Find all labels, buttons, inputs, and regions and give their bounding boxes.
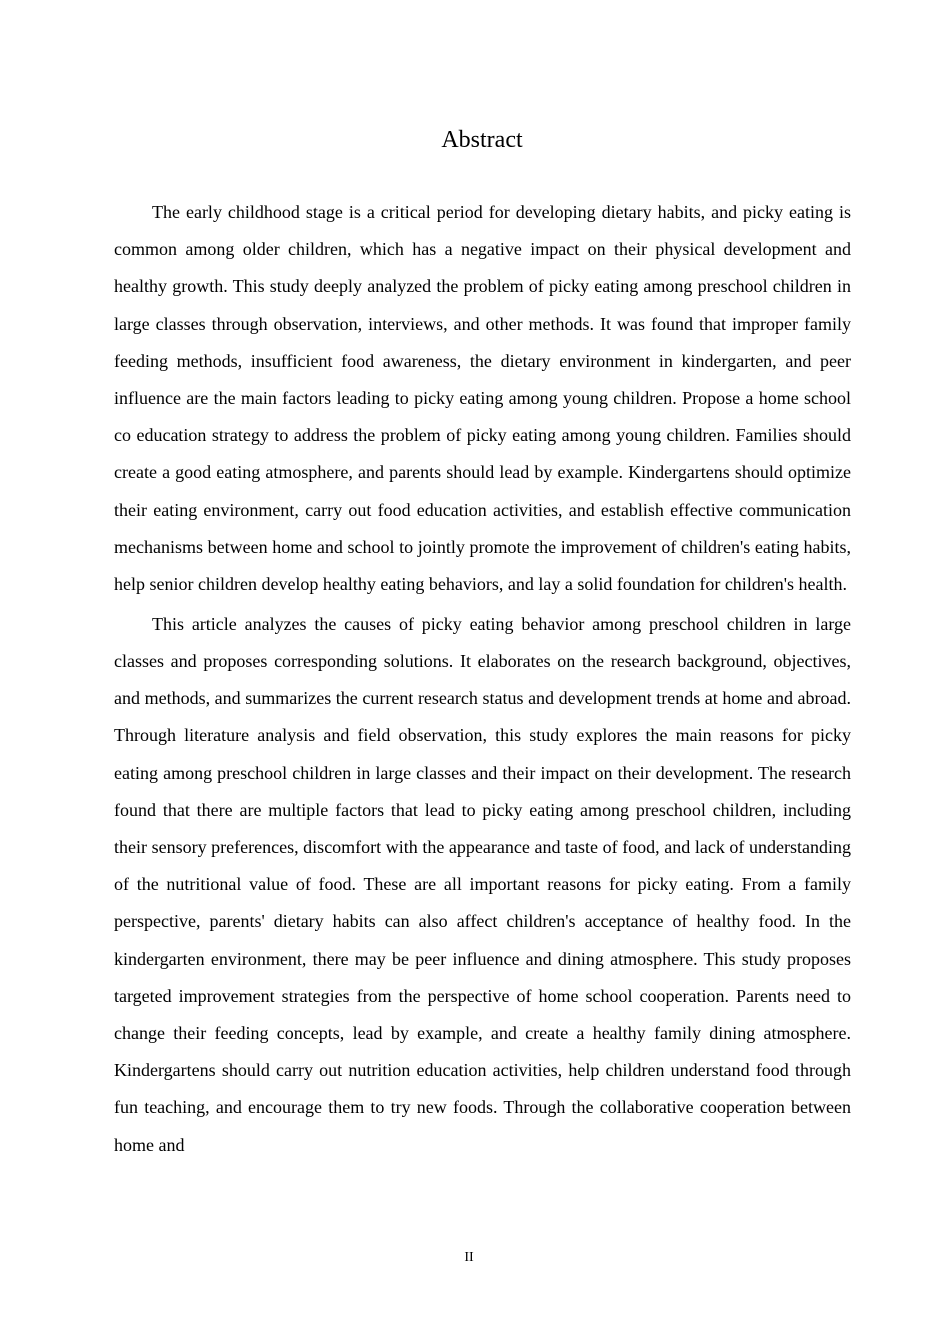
abstract-paragraph-2: This article analyzes the causes of picky eating behavior among preschool children in large classes and proposes corresponding solutions. It elaborates on the research background, objectives, and methods, and summarizes the current research status and development trends at home and abroad. Through literature analysis and field observation, this study explores the main reasons for picky eating among preschool children in large classes and their impact on their development. The research found that there are multiple factors that lead to picky eating among preschool children, including their sensory preferences, discomfort with the appearance and taste of food, and lack of understanding of the nutritional value of food. These are all important reasons for picky eating. From a family perspective, parents' dietary habits can also affect children's acceptance of healthy food. In the kindergarten environment, there may be peer influence and dining atmosphere. This study proposes targeted improvement strategies from the perspective of home school cooperation. Parents need to change their feeding concepts, lead by example, and create a healthy family dining atmosphere. Kindergartens should carry out nutrition education activities, help children understand food through fun teaching, and encourage them to try new foods. Through the collaborative cooperation between home and [114, 613, 851, 1155]
page-title: Abstract [441, 127, 523, 153]
abstract-paragraph-1: The early childhood stage is a critical period for developing dietary habits, and picky eating is common among older children, which has a negative impact on their physical development and healthy growth. This study deeply analyzed the problem of picky eating among preschool children in large classes through observation, interviews, and other methods. It was found that improper family feeding methods, insufficient food awareness, the dietary environment in kindergarten, and peer influence are the main factors leading to picky eating among young children. Propose a home school co education strategy to address the problem of picky eating among young children. Families should create a good eating atmosphere, and parents should lead by example. Kindergartens should optimize their eating environment, carry out food education activities, and establish effective communication mechanisms between home and school to jointly promote the improvement of children's eating habits, help senior children develop healthy eating behaviors, and lay a solid foundation for children's health. [114, 202, 851, 595]
abstract-body [114, 194, 851, 1164]
page-number: II [464, 1250, 474, 1265]
